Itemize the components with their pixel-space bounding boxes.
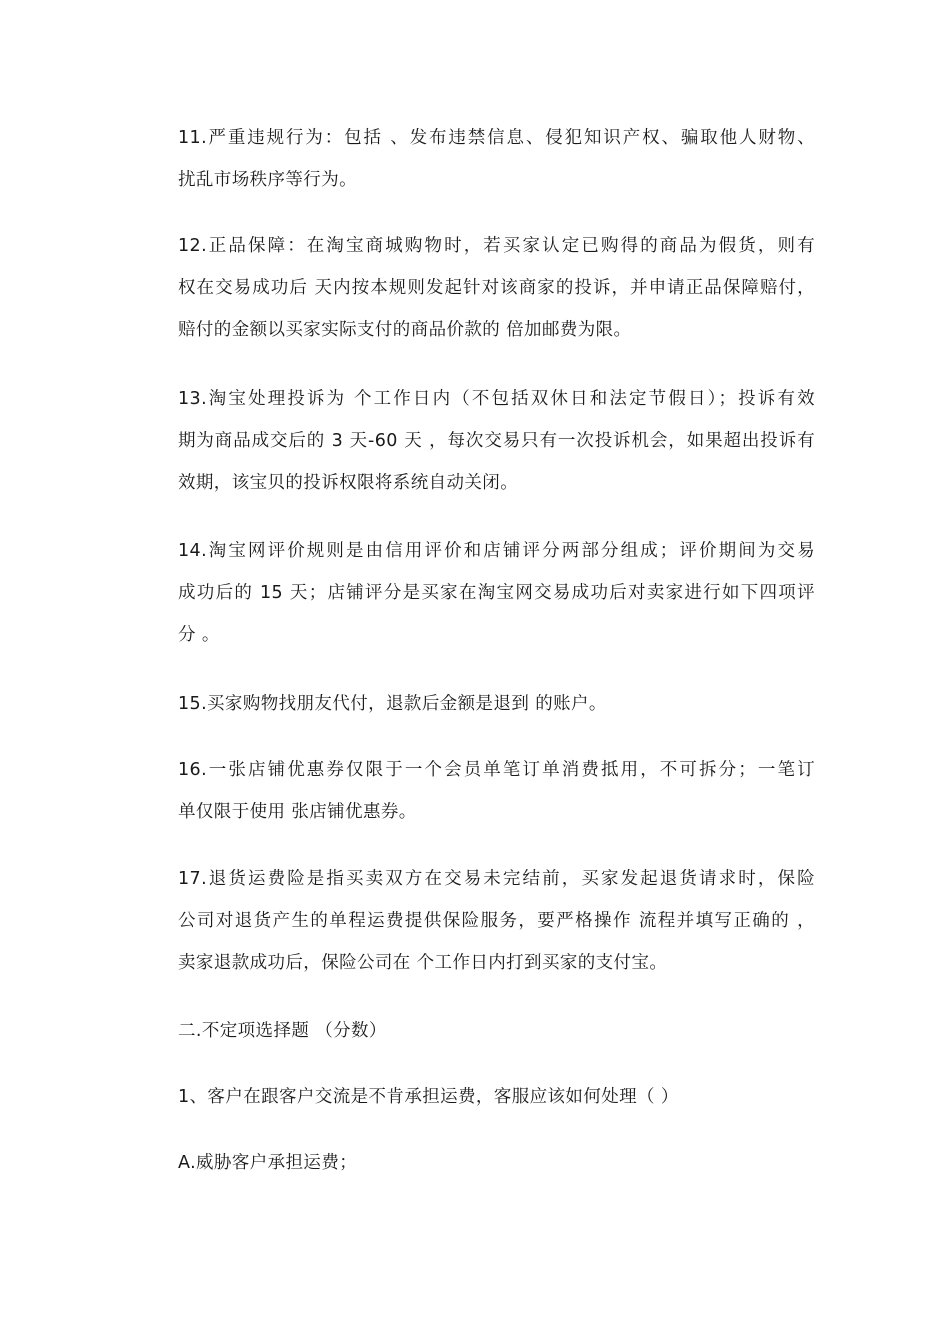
paragraph-line: 12.正品保障：在淘宝商城购物时，若买家认定已购得的商品为假货，则有 xyxy=(178,236,815,256)
section-heading xyxy=(145,1010,815,1052)
paragraph-line: 卖家退款成功后，保险公司在 个工作日内打到买家的支付宝。 xyxy=(178,953,668,973)
paragraph-line: 效期，该宝贝的投诉权限将系统自动关闭。 xyxy=(178,473,519,493)
paragraph-line: 权在交易成功后 天内按本规则发起针对该商家的投诉，并申请正品保障赔付， xyxy=(178,278,815,298)
paragraph-item-12 xyxy=(145,225,815,351)
paragraph-line: 公司对退货产生的单程运费提供保险服务，要严格操作 流程并填写正确的 ， xyxy=(178,911,815,931)
paragraph-item-13 xyxy=(145,378,815,504)
paragraph-line: 分 。 xyxy=(178,625,220,645)
paragraph-line: 期为商品成交后的 3 天-60 天 ，每次交易只有一次投诉机会，如果超出投诉有 xyxy=(178,431,815,451)
question-1 xyxy=(145,1076,815,1118)
paragraph-line: 单仅限于使用 张店铺优惠券。 xyxy=(178,802,417,822)
paragraph-line: 13.淘宝处理投诉为 个工作日内（不包括双休日和法定节假日）；投诉有效 xyxy=(178,389,815,409)
paragraph-line: 15.买家购物找朋友代付，退款后金额是退到 的账户。 xyxy=(178,694,607,714)
paragraph-line: 17.退货运费险是指买卖双方在交易未完结前，买家发起退货请求时，保险 xyxy=(178,869,815,889)
paragraph-line: 赔付的金额以买家实际支付的商品价款的 倍加邮费为限。 xyxy=(178,320,632,340)
question-text: 1、客户在跟客户交流是不肯承担运费，客服应该如何处理（ ） xyxy=(178,1087,679,1107)
paragraph-item-14 xyxy=(145,530,815,656)
paragraph-item-11 xyxy=(145,117,815,201)
paragraph-line: 16.一张店铺优惠券仅限于一个会员单笔订单消费抵用，不可拆分；一笔订 xyxy=(178,760,815,780)
section-heading-text: 二.不定项选择题 （分数） xyxy=(178,1021,387,1041)
option-a xyxy=(145,1142,815,1184)
paragraph-item-17 xyxy=(145,858,815,984)
paragraph-line: 11.严重违规行为：包括 、发布违禁信息、侵犯知识产权、骗取他人财物、 xyxy=(178,128,815,148)
paragraph-line: 扰乱市场秩序等行为。 xyxy=(178,170,357,190)
paragraph-line: 14.淘宝网评价规则是由信用评价和店铺评分两部分组成；评价期间为交易 xyxy=(178,541,815,561)
paragraph-item-15 xyxy=(145,683,815,725)
paragraph-item-16 xyxy=(145,749,815,833)
option-text: A.威胁客户承担运费； xyxy=(178,1153,358,1173)
paragraph-line: 成功后的 15 天；店铺评分是买家在淘宝网交易成功后对卖家进行如下四项评 xyxy=(178,583,815,603)
